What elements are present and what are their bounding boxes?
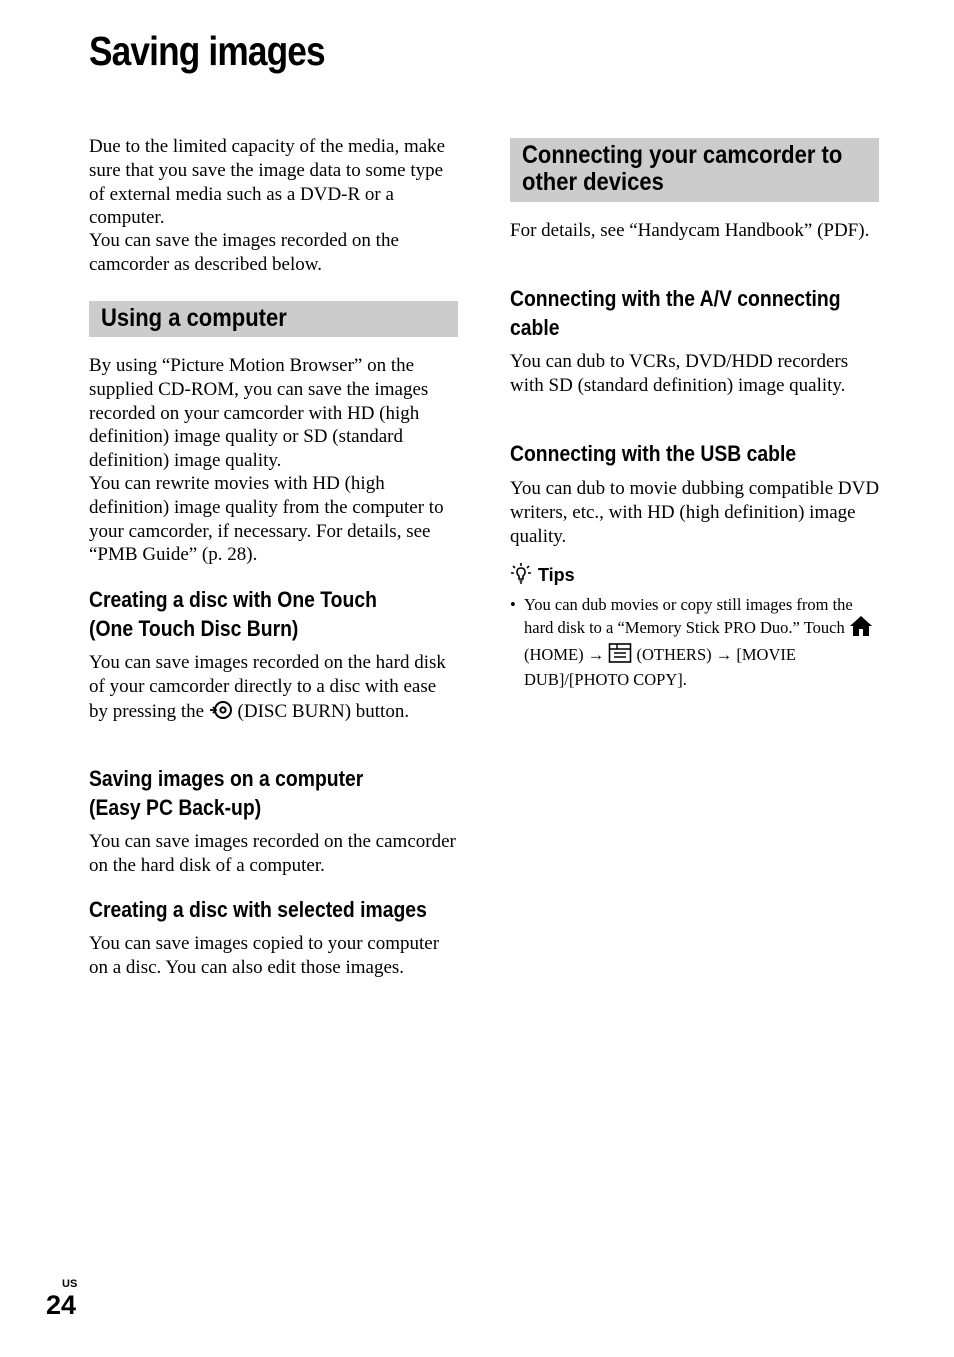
subheading-line: Connecting with the A/V connecting [510,286,841,311]
using-computer-paragraph-2: You can rewrite movies with HD (high definition) image quality from the computer to your camcorder, if necessary. For details, see “PMB Guide” (p. 28). [89,473,444,566]
disc-selected-images-paragraph: You can save images copied to your computer on a disc. You can also edit those images. [89,933,440,978]
subheading-line: (Easy PC Back-up) [89,795,262,820]
easy-pc-backup-paragraph: You can save images recorded on the camcorder on the hard disk of a computer. [89,831,456,876]
page-number-block [46,1278,77,1320]
section-heading-using-computer [89,301,458,337]
one-touch-text-after: (DISC BURN) button. [237,700,410,722]
tips-label: Tips [538,565,575,585]
home-icon [849,615,873,642]
intro-paragraph-1: Due to the limited capacity of the media, make sure that you save the image data to some type of external media such as a DVD-R or a computer. [89,136,446,229]
tip-text: You can dub movies or copy still images from the hard disk to a “Memory Stick PRO Duo.” Touch [524,595,853,637]
tip-text: [MOVIE DUB]/[PHOTO COPY]. [524,645,796,689]
subheading-one-touch-disc-burn [89,585,416,643]
page-number: 24 [46,1290,77,1320]
bullet: • [510,595,516,614]
page-region-label: US [62,1278,78,1290]
tips-bulb-icon [510,562,532,589]
arrow-icon: → [587,645,605,664]
using-computer-paragraph-1: By using “Picture Motion Browser” on the supplied CD-ROM, you can save the images recorded on your camcorder with HD (high definition) image quality or SD (standard definition) image quality. [89,355,429,472]
disc-burn-icon [209,699,233,728]
section-heading-label: Connecting your camcorder to [522,141,843,169]
intro-paragraph-2: You can save the images recorded on the camcorder as described below. [89,230,399,275]
subheading-disc-selected-images [89,895,473,924]
section-heading-label: other devices [522,168,664,196]
one-touch-text-before: You can save images recorded on the hard disk of your camcorder directly to a disc with ease by pressing the [89,652,446,722]
connecting-intro-paragraph: For details, see “Handycam Handbook” (PDF). [510,220,870,241]
subheading-usb-cable [510,439,835,468]
subheading-line: (One Touch Disc Burn) [89,616,299,641]
av-cable-paragraph: You can dub to VCRs, DVD/HDD recorders with SD (standard definition) image quality. [510,351,849,396]
section-heading-label: Using a computer [101,304,287,332]
home-label: (HOME) [524,645,584,664]
page-title: Saving images [89,28,325,74]
tip-list-item [510,594,878,690]
tips-heading [510,562,575,589]
subheading-av-cable [510,284,886,342]
subheading-line: Creating a disc with selected images [89,897,427,922]
subheading-easy-pc-backup [89,764,401,822]
subheading-line: Creating a disc with One Touch [89,587,377,612]
subheading-line: cable [510,315,560,340]
one-touch-paragraph [89,651,459,727]
subheading-line: Saving images on a computer [89,766,364,791]
subheading-line: Connecting with the USB cable [510,441,797,466]
others-icon [608,642,632,669]
usb-cable-paragraph: You can dub to movie dubbing compatible DVD writers, etc., with HD (high definition) image quality. [510,478,880,547]
arrow-icon: → [715,645,733,664]
section-heading-connecting [510,138,879,202]
others-label: (OTHERS) [636,645,712,664]
